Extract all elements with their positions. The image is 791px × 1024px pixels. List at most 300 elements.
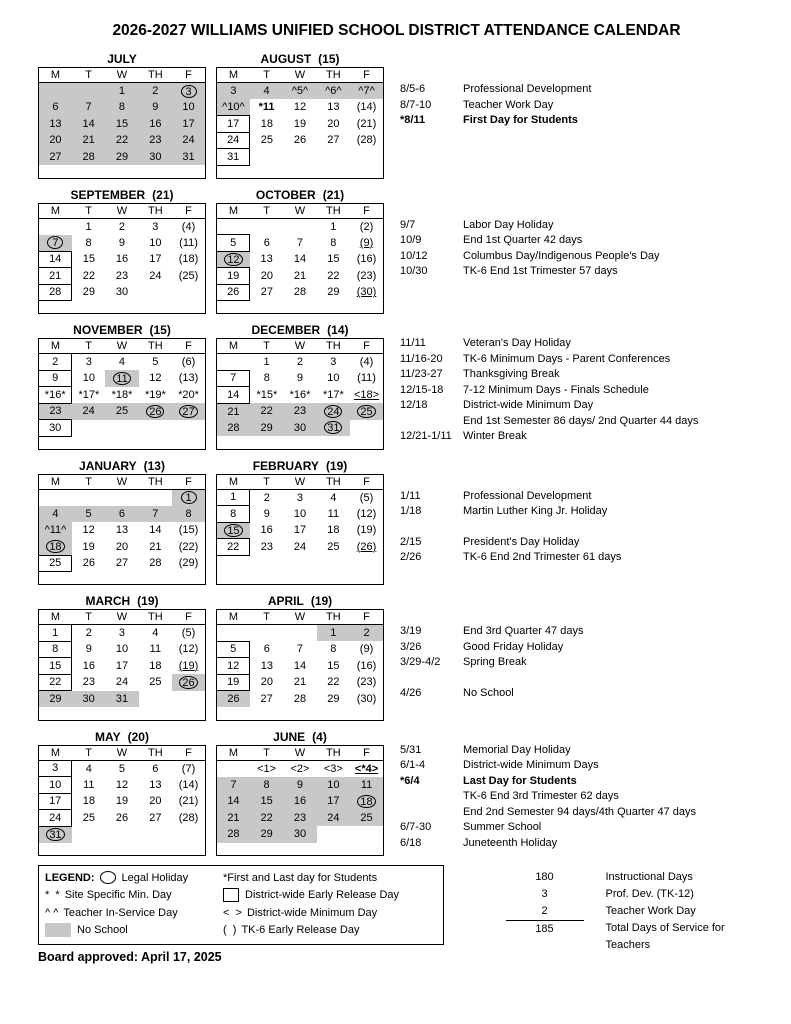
day-cell: [217, 810, 250, 827]
weekday-header: T: [250, 610, 283, 625]
day-number: 13: [260, 253, 273, 266]
day-number: 10: [182, 101, 195, 114]
week-row: [39, 625, 206, 642]
legend-symbol: LEGEND:: [45, 871, 95, 884]
month-day-count: (20): [127, 729, 149, 744]
weekday-header: M: [39, 68, 72, 83]
month-grid: [38, 745, 206, 857]
weekday-header: TH: [317, 745, 350, 760]
day-number: 28: [227, 421, 240, 434]
day-cell: [283, 793, 316, 810]
annotation: [400, 98, 591, 114]
day-cell: [250, 826, 283, 843]
day-cell: [250, 793, 283, 810]
day-cell: [139, 641, 172, 658]
weekday-header: F: [172, 610, 205, 625]
annotation: [400, 836, 696, 852]
day-cell: [105, 83, 138, 100]
day-number: 29: [260, 421, 273, 434]
day-number: 7: [230, 372, 237, 385]
day-cell: [217, 760, 250, 777]
day-cell: [250, 420, 283, 437]
day-cell: [72, 268, 105, 285]
day-number: *16*: [289, 388, 311, 401]
day-cell: [283, 810, 316, 827]
day-number: 9: [85, 643, 92, 656]
day-cell: [250, 403, 283, 420]
day-number: 14: [149, 524, 162, 537]
month-row: [38, 730, 763, 857]
day-cell: [317, 387, 350, 404]
day-cell: [72, 99, 105, 116]
day-cell: [72, 489, 105, 506]
month-grid: [38, 338, 206, 450]
month-grid: [216, 67, 384, 179]
day-cell: [217, 555, 250, 572]
day-number: 8: [52, 643, 59, 656]
day-cell: [39, 826, 72, 843]
day-cell: [172, 641, 205, 658]
day-number: 9: [118, 236, 126, 249]
day-number: 10: [327, 372, 340, 385]
day-cell: [105, 826, 138, 843]
blank-row: [39, 436, 206, 449]
annotation-text: TK-6 Minimum Days - Parent Conferences: [463, 352, 671, 365]
annotation-date: 1/11: [400, 489, 421, 502]
day-number: 10: [149, 236, 162, 249]
annotation: [400, 429, 698, 445]
day-number: 24: [149, 269, 162, 282]
month-calendar-october: [216, 188, 384, 315]
annotation-text: Thanksgiving Break: [463, 368, 560, 380]
day-cell: [39, 793, 72, 810]
bottom-section: [38, 865, 763, 964]
totals-label: Instructional Days: [605, 871, 693, 883]
day-number: 15: [82, 253, 95, 266]
day-cell: [250, 810, 283, 827]
day-number: 31: [227, 150, 240, 163]
weekday-header: TH: [139, 203, 172, 218]
day-cell: [350, 403, 383, 420]
day-cell: [72, 793, 105, 810]
blank-row: [217, 707, 384, 720]
day-number: 25: [49, 557, 62, 570]
day-number: 8: [230, 507, 237, 520]
day-number: 25: [360, 811, 373, 824]
day-number: 10: [327, 778, 340, 791]
day-cell: [217, 132, 250, 149]
month-row: [38, 323, 763, 450]
day-cell: [317, 132, 350, 149]
weekday-header-row: [39, 610, 206, 625]
day-number: 12: [293, 101, 307, 114]
legend-row: [45, 922, 437, 940]
month-calendar-november: [38, 323, 206, 450]
day-number: (28): [356, 134, 377, 147]
day-cell: [139, 387, 172, 404]
month-calendar-april: [216, 594, 384, 721]
week-row: [39, 116, 206, 133]
day-cell: [317, 251, 350, 268]
day-cell: [39, 506, 72, 523]
day-number: 23: [149, 134, 162, 147]
day-number: 17: [49, 795, 62, 808]
day-cell: [250, 116, 283, 133]
annotation-text: Martin Luther King Jr. Holiday: [463, 505, 608, 517]
month-grid: [38, 203, 206, 315]
day-cell: [250, 149, 283, 166]
day-cell: [172, 149, 205, 166]
day-number: 31: [115, 692, 129, 705]
annotation: [400, 336, 698, 352]
day-cell: [283, 826, 316, 843]
week-row: [39, 674, 206, 691]
weekday-header: T: [72, 474, 105, 489]
day-number: 4: [118, 356, 126, 368]
weekday-header: TH: [139, 610, 172, 625]
day-cell: [317, 810, 350, 827]
day-cell: [72, 132, 105, 149]
weekday-header: T: [250, 745, 283, 760]
day-cell: [72, 387, 105, 404]
day-cell: [139, 235, 172, 252]
day-cell: [39, 489, 72, 506]
day-cell: [105, 218, 138, 235]
blank-cell: [217, 843, 384, 856]
totals-row: [506, 869, 764, 886]
day-number: 21: [149, 540, 162, 553]
day-cell: [105, 522, 138, 539]
month-grid: [216, 745, 384, 857]
weekday-header: F: [172, 745, 205, 760]
day-cell: [283, 235, 316, 252]
legend-item: [223, 888, 399, 902]
legend-item: [223, 872, 377, 884]
annotations-column: [400, 188, 660, 280]
day-number: 1: [52, 626, 59, 639]
day-cell: [105, 760, 138, 777]
month-title: [216, 730, 384, 744]
day-cell: [172, 793, 205, 810]
day-cell: [217, 268, 250, 285]
day-cell: [350, 658, 383, 675]
day-cell: [172, 777, 205, 794]
day-cell: [172, 268, 205, 285]
day-number: 9: [152, 101, 159, 114]
weekday-header-row: [217, 339, 384, 354]
weekday-header: M: [217, 474, 250, 489]
day-number: 27: [49, 150, 62, 163]
legal-holiday-circle: 25: [357, 405, 375, 418]
week-row: [217, 539, 384, 556]
week-row: [217, 522, 384, 539]
day-cell: [217, 658, 250, 675]
blank-cell: [217, 707, 384, 720]
day-number: 25: [82, 811, 95, 824]
day-cell: [39, 268, 72, 285]
day-number: 15: [115, 117, 129, 130]
legend-symbol: ^ ^: [45, 906, 59, 919]
week-row: [217, 116, 384, 133]
day-cell: [172, 370, 205, 387]
weekday-header-row: [217, 610, 384, 625]
annotation: [400, 352, 698, 368]
day-number: 13: [49, 117, 62, 130]
annotation-date: [400, 805, 463, 821]
day-number: (29): [178, 557, 199, 570]
month-title: [38, 459, 206, 473]
weekday-header-row: [217, 68, 384, 83]
day-cell: [139, 555, 172, 572]
day-cell: [350, 235, 383, 252]
day-number: (23): [356, 269, 377, 282]
month-day-count: (4): [312, 729, 327, 744]
day-cell: [350, 251, 383, 268]
day-number: 16: [293, 795, 307, 808]
day-cell: [250, 83, 283, 100]
month-day-count: (21): [152, 187, 174, 202]
day-number: 9: [263, 507, 270, 520]
annotation-date: 2/15: [400, 535, 422, 548]
week-row: [217, 810, 384, 827]
annotation: [400, 489, 621, 505]
day-cell: [105, 674, 138, 691]
day-number: 17: [227, 117, 240, 130]
day-cell: [105, 251, 138, 268]
day-cell: [39, 777, 72, 794]
weekday-header-row: [39, 203, 206, 218]
day-number: *20*: [178, 388, 199, 401]
day-cell: [105, 658, 138, 675]
day-cell: [317, 354, 350, 371]
day-number: 12: [82, 524, 95, 537]
month-day-count: (14): [327, 323, 349, 337]
day-number: (26): [356, 540, 377, 553]
day-number: 27: [260, 286, 273, 299]
day-cell: [317, 370, 350, 387]
day-cell: [283, 420, 316, 437]
day-cell: [172, 674, 205, 691]
day-number: 2: [363, 627, 370, 639]
day-cell: [217, 625, 250, 642]
day-cell: [283, 268, 316, 285]
day-number: 18: [82, 795, 95, 808]
day-number: 19: [293, 117, 307, 130]
day-number: 6: [118, 507, 126, 520]
day-cell: [350, 83, 383, 100]
day-cell: [283, 555, 316, 572]
weekday-header-row: [217, 474, 384, 489]
totals-label: Prof. Dev. (TK-12): [605, 888, 694, 900]
annotation-date: 1/18: [400, 505, 422, 517]
annotation-text: Veteran's Day Holiday: [463, 337, 571, 349]
day-cell: [105, 625, 138, 642]
legend-label: Legal Holiday: [121, 871, 189, 884]
day-number: 22: [260, 405, 273, 418]
weekday-header: F: [350, 68, 383, 83]
day-cell: [139, 251, 172, 268]
day-number: *17*: [78, 388, 100, 401]
weekday-header: TH: [317, 68, 350, 83]
day-cell: [250, 99, 283, 116]
weekday-header: T: [250, 68, 283, 83]
annotation: [400, 774, 696, 790]
day-cell: [217, 489, 250, 506]
day-cell: [250, 760, 283, 777]
week-row: [39, 522, 206, 539]
day-number: (19): [178, 659, 199, 672]
day-cell: [139, 506, 172, 523]
day-number: *16*: [44, 388, 66, 401]
day-number: 30: [149, 150, 162, 163]
day-cell: [72, 810, 105, 827]
day-cell: [172, 522, 205, 539]
legal-holiday-circle: 7: [47, 236, 63, 249]
annotation-date: 6/7-30: [400, 821, 432, 833]
day-cell: [39, 218, 72, 235]
day-cell: [217, 522, 250, 539]
day-cell: [172, 539, 205, 556]
blank-row: [39, 301, 206, 314]
day-cell: [250, 235, 283, 252]
annotation-text: 7-12 Minimum Days - Finals Schedule: [463, 383, 649, 396]
weekday-header: W: [105, 339, 138, 354]
day-number: 3: [230, 85, 237, 97]
day-cell: [172, 99, 205, 116]
day-number: (9): [359, 236, 374, 249]
day-cell: [283, 387, 316, 404]
day-number: (12): [356, 507, 377, 520]
day-number: 9: [296, 372, 304, 385]
day-cell: [217, 691, 250, 708]
day-cell: [283, 625, 316, 642]
week-row: [217, 251, 384, 268]
day-number: 5: [230, 236, 237, 249]
day-cell: [105, 777, 138, 794]
day-number: 2: [296, 356, 304, 368]
annotation: [400, 789, 696, 805]
legend-item: [45, 871, 223, 884]
day-cell: [172, 284, 205, 301]
month-name: JANUARY: [79, 458, 137, 473]
week-row: [39, 641, 206, 658]
annotation-text: End 1st Semester 86 days/ 2nd Quarter 44 days: [463, 414, 699, 427]
day-cell: [250, 387, 283, 404]
month-day-count: (15): [318, 52, 340, 66]
weekday-header: F: [172, 68, 205, 83]
day-number: 13: [115, 524, 129, 537]
annotation: [400, 82, 591, 98]
day-cell: [172, 403, 205, 420]
day-cell: [139, 83, 172, 100]
day-number: 10: [115, 643, 129, 656]
month-name: NOVEMBER: [73, 323, 143, 337]
day-number: *11: [258, 101, 275, 114]
blank-cell: [39, 436, 206, 449]
day-number: 7: [296, 236, 304, 249]
week-row: [217, 218, 384, 235]
day-cell: [172, 235, 205, 252]
month-calendar-march: [38, 594, 206, 721]
annotation: [400, 550, 621, 566]
day-cell: [283, 354, 316, 371]
blank-cell: [217, 572, 384, 585]
day-cell: [317, 116, 350, 133]
board-approved-note: Board approved: April 17, 2025: [38, 950, 222, 964]
legend-label: Teacher In-Service Day: [63, 906, 178, 919]
week-row: [217, 826, 384, 843]
day-cell: [39, 99, 72, 116]
weekday-header: M: [217, 339, 250, 354]
totals-label: Total Days of Service for Teachers: [605, 922, 725, 951]
day-cell: [172, 760, 205, 777]
day-cell: [72, 539, 105, 556]
day-cell: [350, 116, 383, 133]
day-cell: [283, 489, 316, 506]
day-cell: [250, 132, 283, 149]
day-cell: [72, 235, 105, 252]
day-cell: [217, 403, 250, 420]
annotation: [400, 640, 583, 656]
day-cell: [250, 674, 283, 691]
day-cell: [283, 132, 316, 149]
day-cell: [139, 99, 172, 116]
day-cell: [350, 539, 383, 556]
legend-label: TK-6 Early Release Day: [241, 924, 360, 937]
day-number: 30: [82, 692, 95, 705]
day-number: (5): [359, 491, 374, 504]
day-cell: [350, 149, 383, 166]
annotations-column: [400, 594, 583, 701]
annotation-text: TK-6 End 1st Trimester 57 days: [463, 265, 618, 277]
weekday-header: T: [72, 203, 105, 218]
day-cell: [139, 149, 172, 166]
day-cell: [39, 116, 72, 133]
day-number: 21: [293, 269, 307, 282]
day-number: 30: [115, 286, 129, 299]
weekday-header: W: [283, 610, 316, 625]
day-cell: [217, 99, 250, 116]
day-number: 30: [293, 828, 307, 841]
day-cell: [105, 268, 138, 285]
weekday-header: F: [350, 339, 383, 354]
day-cell: [283, 403, 316, 420]
day-cell: [217, 251, 250, 268]
month-row: [38, 459, 763, 586]
day-number: *18*: [111, 388, 133, 401]
week-row: [39, 539, 206, 556]
weekday-header: TH: [317, 339, 350, 354]
day-number: 22: [327, 269, 340, 282]
day-cell: [139, 777, 172, 794]
day-cell: [317, 420, 350, 437]
day-number: 16: [82, 659, 95, 672]
day-cell: [317, 826, 350, 843]
legal-holiday-circle: 18: [357, 795, 375, 808]
legal-holiday-circle: 31: [324, 421, 342, 434]
day-number: 26: [227, 693, 240, 705]
month-name: OCTOBER: [255, 187, 316, 202]
day-number: 2: [52, 355, 59, 368]
weekday-header: W: [105, 203, 138, 218]
week-row: [217, 793, 384, 810]
day-number: (6): [181, 356, 196, 368]
month-name: JULY: [107, 52, 137, 66]
day-number: 3: [330, 356, 337, 368]
annotations-column: [400, 730, 696, 852]
weekday-header: F: [350, 474, 383, 489]
week-row: [217, 658, 384, 675]
